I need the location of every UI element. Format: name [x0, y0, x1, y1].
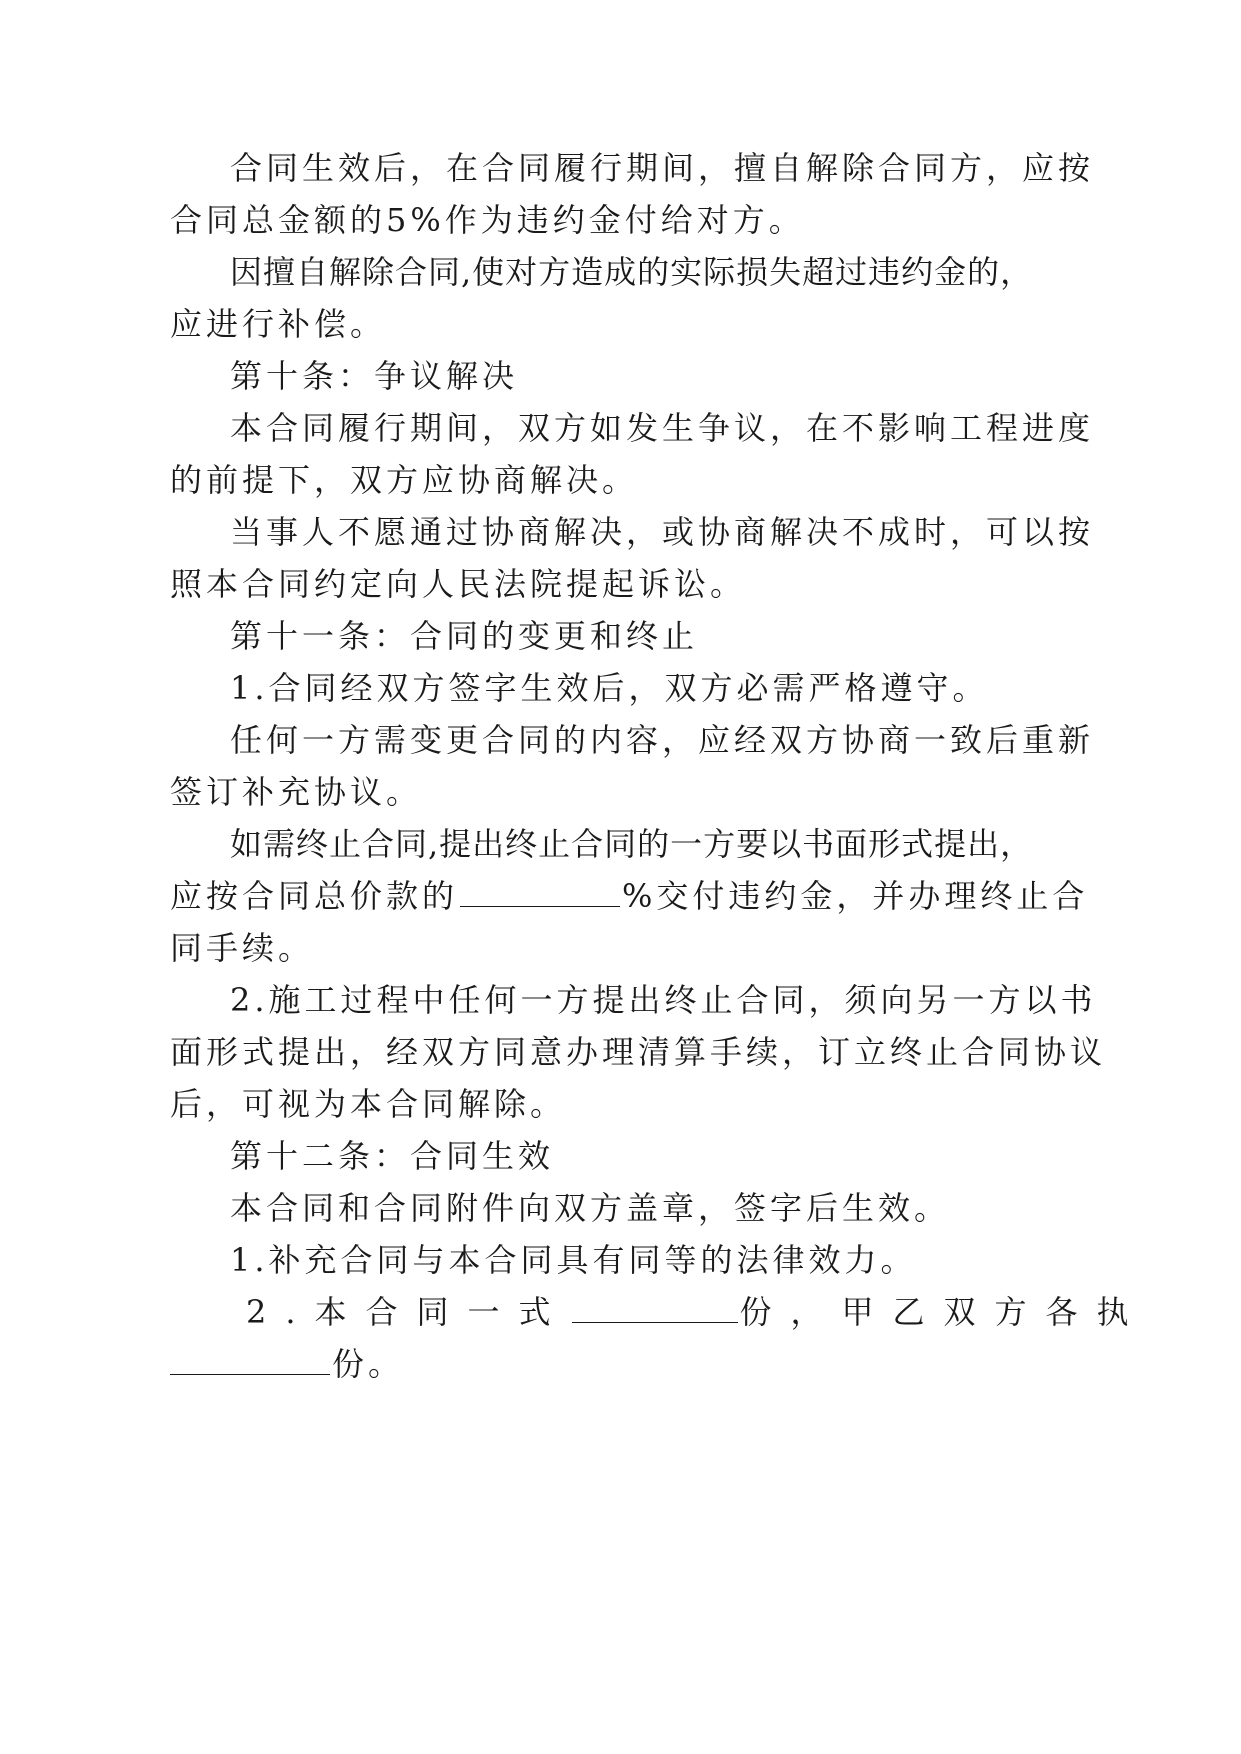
paragraph-line: 合同生效后，在合同履行期间，擅自解除合同方，应按 — [230, 149, 1095, 187]
line-text: %交付违约金，并办理终止合 — [622, 877, 1089, 915]
section-heading-12: 第十二条：合同生效 — [230, 1137, 555, 1175]
paragraph-line-with-blank — [170, 1344, 404, 1384]
paragraph-line: 1.补充合同与本合同具有同等的法律效力。 — [230, 1241, 917, 1279]
paragraph-line: 2.施工过程中任何一方提出终止合同，须向另一方以书 — [230, 981, 1097, 1019]
line-text: 份，甲乙双方各执 — [739, 1293, 1148, 1331]
fill-in-blank[interactable] — [170, 1344, 330, 1375]
section-heading-10: 第十条：争议解决 — [230, 357, 519, 395]
paragraph-line-with-blank — [170, 876, 1088, 916]
line-text: 2.本合同一式 — [246, 1293, 570, 1331]
line-text: 份。 — [332, 1345, 405, 1383]
paragraph-line: 当事人不愿通过协商解决，或协商解决不成时，可以按 — [230, 513, 1095, 551]
paragraph-line: 同手续。 — [170, 929, 315, 967]
paragraph-line: 的前提下，双方应协商解决。 — [170, 461, 639, 499]
paragraph-line: 后，可视为本合同解除。 — [170, 1085, 567, 1123]
paragraph-line: 本合同履行期间，双方如发生争议，在不影响工程进度 — [230, 409, 1095, 447]
paragraph-line: 合同总金额的5%作为违约金付给对方。 — [170, 201, 805, 239]
paragraph-line: 应进行补偿。 — [170, 305, 387, 343]
paragraph-line: 任何一方需变更合同的内容，应经双方协商一致后重新 — [230, 721, 1095, 759]
paragraph-line: 1.合同经双方签字生效后，双方必需严格遵守。 — [230, 669, 989, 707]
paragraph-line: 签订补充协议。 — [170, 773, 423, 811]
paragraph-line: 本合同和合同附件向双方盖章，签字后生效。 — [230, 1189, 951, 1227]
line-text: 应按合同总价款的 — [170, 877, 459, 915]
paragraph-line: 照本合同约定向人民法院提起诉讼。 — [170, 565, 747, 603]
fill-in-blank[interactable] — [572, 1292, 738, 1323]
paragraph-line: 如需终止合同,提出终止合同的一方要以书面形式提出， — [230, 825, 1034, 863]
fill-in-blank[interactable] — [460, 876, 620, 907]
paragraph-line-with-blank — [246, 1292, 1148, 1332]
paragraph-line: 因擅自解除合同,使对方造成的实际损失超过违约金的， — [230, 253, 1034, 291]
paragraph-line: 面形式提出，经双方同意办理清算手续，订立终止合同协议 — [170, 1033, 1107, 1071]
section-heading-11: 第十一条：合同的变更和终止 — [230, 617, 699, 655]
